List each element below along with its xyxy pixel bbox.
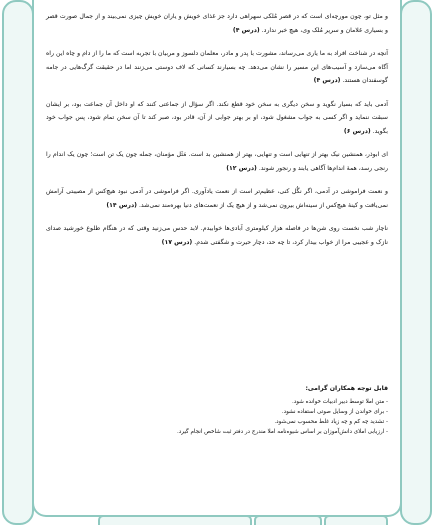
- bottom-tab: [324, 515, 388, 525]
- paragraph-text: آدمی باید که بسیار نگوید و سخن دیگری به سخن خود قطع نکند. اگر سؤال از جماعتی کنند که او داخل آن جماعت بود، بر ایشان سبقت ننماید و اگر کسی به جواب مشغول شود، او بر بهتر جوابی از آن، قادر بود، صبر کند تا آن سخن تمام شود، پس جواب خود بگوید.: [46, 100, 388, 135]
- paragraph-text: آنچه در شناخت افراد به ما یاری می‌رساند، مشورت با پدر و مادر، معلمان دلسوز و مربیان با تجربه است که ما را از دام و چاه این راه آگاه می‌سازد و آسیب‌های این مسیر را نشان می‌دهد. چه بسیارند کسانی که لاف دوستی می‌زنند اما در حقیقت گرگ‌هایی در جامه گوسفندان هستند.: [46, 50, 388, 84]
- paragraph: [46, 47, 388, 88]
- bottom-tab: [98, 515, 252, 525]
- paragraph-text: ای ابوذر، همنشین نیک بهتر از تنهایی است و تنهایی، بهتر از همنشین بد است. مَثَل مؤمنان، جمله چون یک تن است؛ چون یک اندام را رنجی رسد، همهٔ اندام‌ها آگاهی یابند و رنجور شوند.: [46, 151, 388, 172]
- lesson-ref: (درس ۱۲): [226, 164, 257, 172]
- notes-title: قابل توجه همکاران گرامی:: [305, 385, 388, 392]
- paragraph-text: و نعمت فراموشی در آدمی، اگر نگُل کنی، عظیم‌تر است از نعمت یادآوری. اگر فراموشی در آدمی نبود هیچ‌کس از مصیبتی آرامش نمی‌یافت و کینهٔ هیچ‌کس از سینه‌اش بیرون نمی‌شد و از هیچ یک از نعمت‌های دنیا بهره‌مند نمی‌شد.: [46, 188, 388, 209]
- note-item: - متن املا توسط دبیر ادبیات خوانده شود.: [292, 399, 388, 405]
- note-item: - تشدید چه کم و چه زیاد غلط محسوب نمی‌شود.: [274, 419, 388, 425]
- paragraph-text: و مثل تو، چون مورچه‌ای است که در قصر مُلکی سهراهی دارد جز غذای خویش و یاران خویش چیزی نمی‌بیند و از جمال صورت قصر و بسیاری غلامان و سریر مُلک وی، هیچ خبر ندارد.: [46, 13, 388, 34]
- paragraph: [46, 185, 388, 212]
- lesson-ref: (درس ۶): [343, 127, 371, 135]
- right-page-rail: [400, 0, 432, 525]
- lesson-ref: (درس ۴): [232, 26, 260, 34]
- lesson-ref: (درس ۴): [313, 77, 341, 84]
- lesson-ref: (درس ۱۷): [161, 238, 193, 246]
- dictation-text: [46, 10, 388, 259]
- paragraph-text: ناچار شب نخست روی شن‌ها در فاصله هزار کیلومتری آبادی‌ها خوابیدم. لابد حدس می‌زنید وقتی که در هنگام طلوع خورشید صدای نازک و عجیبی مرا از خواب بیدار کرد، تا چه حد، دچار حیرت و شگفتی شدم.: [46, 225, 388, 246]
- paragraph: [46, 10, 388, 37]
- left-page-rail: [2, 0, 34, 525]
- teacher-notes: [46, 384, 388, 437]
- lesson-ref: (درس ۱۴): [106, 201, 137, 209]
- bottom-tabs: [98, 517, 384, 525]
- paragraph: [46, 148, 388, 175]
- bottom-tab: [254, 515, 322, 525]
- paragraph: [46, 222, 388, 249]
- paragraph: [46, 98, 388, 139]
- note-item: - ارزیابی املای دانش‌آموزان بر اساس شیوه‌نامه املا مندرج در دفتر ثبت شاخص انجام گیرد.: [176, 429, 388, 435]
- note-item: - برای خواندن از وسایل صوتی استفاده نشود.: [281, 409, 388, 415]
